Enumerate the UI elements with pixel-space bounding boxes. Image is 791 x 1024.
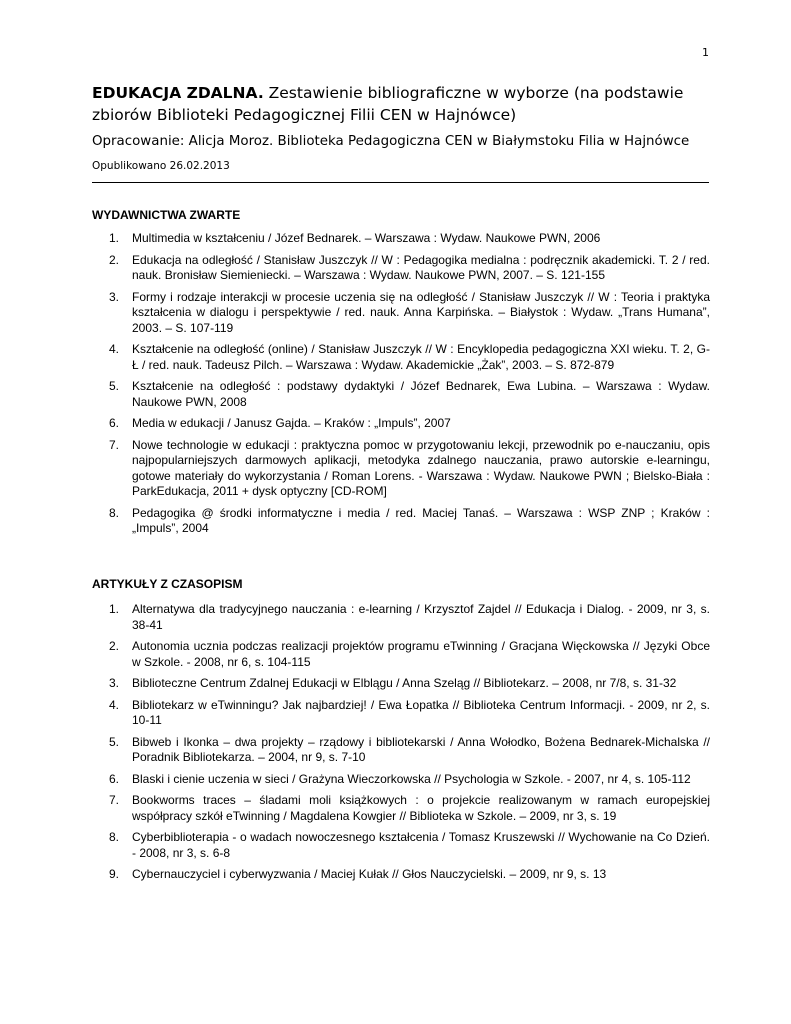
entry-number: 2. — [109, 639, 120, 653]
entry-number: 8. — [109, 830, 120, 844]
header-divider — [92, 182, 709, 183]
list-item — [109, 379, 710, 410]
list-item — [109, 253, 710, 284]
list-item — [109, 772, 710, 788]
list-item — [109, 416, 710, 432]
entry-text: Cyberbiblioterapia - o wadach nowoczesnego kształcenia / Tomasz Kruszewski // Wychowanie na Co Dzień. - 2008, nr 3, s. 6-8 — [132, 830, 710, 860]
entry-text: Media w edukacji / Janusz Gajda. – Kraków : „Impuls”, 2007 — [132, 416, 451, 430]
title-bold: EDUKACJA ZDALNA. — [92, 84, 264, 102]
title-rest: Zestawienie bibliograficzne w wyborze (na podstawie zbiorów Biblioteki Pedagogicznej Filii CEN w Hajnówce) — [92, 84, 684, 124]
entry-number: 1. — [109, 602, 120, 616]
entry-number: 9. — [109, 867, 120, 881]
entry-number: 4. — [109, 342, 120, 356]
entry-text: Alternatywa dla tradycyjnego nauczania : e-learning / Krzysztof Zajdel // Edukacja i Dialog. - 2009, nr 3, s. 38-41 — [132, 602, 710, 632]
entry-text: Bibweb i Ikonka – dwa projekty – rządowy i bibliotekarski / Anna Wołodko, Bożena Bednarek-Michalska // Poradnik Bibliotekarza. – 2004, nr 9, s. 7-10 — [132, 734, 710, 764]
entry-number: 5. — [109, 379, 120, 393]
entry-number: 1. — [109, 231, 120, 245]
list-item — [109, 290, 710, 337]
list-item — [109, 793, 710, 824]
list-item — [109, 639, 710, 670]
entry-number: 6. — [109, 416, 120, 430]
section-heading-articles: ARTYKUŁY Z CZASOPISM — [92, 577, 243, 591]
list-item — [109, 342, 710, 373]
entry-text: Multimedia w kształceniu / Józef Bednarek. – Warszawa : Wydaw. Naukowe PWN, 2006 — [132, 231, 601, 245]
list-item — [109, 506, 710, 537]
entry-text: Blaski i cienie uczenia w sieci / Grażyna Wieczorkowska // Psychologia w Szkole. - 2007, nr 4, s. 105-112 — [132, 771, 691, 786]
list-item — [109, 735, 710, 766]
entry-number: 4. — [109, 697, 120, 712]
entry-text: Bibliotekarz w eTwinningu? Jak najbardziej! / Ewa Łopatka // Biblioteka Centrum Informacji. - 2009, nr 2, s. 10-11 — [132, 697, 710, 727]
entry-number: 3. — [109, 676, 120, 690]
entry-text: Cybernauczyciel i cyberwyzwania / Maciej Kułak // Głos Nauczycielski. – 2009, nr 9, s. 13 — [132, 867, 607, 881]
entry-text: Pedagogika @ środki informatyczne i media / red. Maciej Tanaś. – Warszawa : WSP ZNP ; Kraków : „Impuls”, 2004 — [132, 505, 710, 535]
section-heading-books: WYDAWNICTWA ZWARTE — [92, 208, 241, 222]
books-list — [109, 231, 710, 543]
entry-text: Kształcenie na odległość (online) / Stanisław Juszczyk // W : Encyklopedia pedagogiczna XXI wieku. T. 2, G-Ł / red. nauk. Tadeusz Pilch. – Warszawa : Wydaw. Akademickie „Żak”, 2003. – S. 872-879 — [132, 342, 710, 372]
published-date: Opublikowano 26.02.2013 — [92, 160, 230, 172]
entry-text: Kształcenie na odległość : podstawy dydaktyki / Józef Bednarek, Ewa Lubina. – Warszawa : Wydaw. Naukowe PWN, 2008 — [132, 379, 710, 409]
page-number: 1 — [702, 46, 709, 59]
document-title — [92, 82, 712, 126]
entry-number: 5. — [109, 734, 120, 749]
list-item — [109, 602, 710, 633]
list-item — [109, 867, 710, 883]
list-item — [109, 830, 710, 861]
entry-number: 2. — [109, 252, 120, 267]
entry-number: 6. — [109, 771, 120, 786]
entry-number: 3. — [109, 289, 120, 304]
list-item — [109, 676, 710, 692]
articles-list — [109, 602, 710, 889]
list-item — [109, 698, 710, 729]
entry-text: Formy i rodzaje interakcji w procesie uczenia się na odległość / Stanisław Juszczyk // W : Teoria i praktyka kształcenia w dialogu i perspektywie / red. nauk. Anna Karpińska. – Białystok : Wydaw. „Trans Humana”, 2003. – S. 107-119 — [132, 289, 710, 335]
entry-number: 7. — [109, 793, 120, 807]
entry-text: Autonomia ucznia podczas realizacji projektów programu eTwinning / Gracjana Więckowska // Języki Obce w Szkole. - 2008, nr 6, s. 104-115 — [132, 639, 710, 669]
entry-text: Bookworms traces – śladami moli książkowych : o projekcie realizowanym w ramach europejskiej współpracy szkół eTwinning / Magdalena Kowgier // Biblioteka w Szkole. – 2009, nr 3, s. 19 — [132, 793, 710, 823]
entry-text: Nowe technologie w edukacji : praktyczna pomoc w przygotowaniu lekcji, przewodnik po e-nauczaniu, opis najpopularniejszych darmowych aplikacji, metodyka zdalnego nauczania, prawo autorskie e-learningu, gotowe materiały do wykorzystania / Roman Lorens. - Warszawa : Wydaw. Naukowe PWN ; Bielsko-Biała : ParkEdukacja, 2011 + dysk optyczny [CD-ROM] — [132, 437, 710, 498]
entry-number: 7. — [109, 437, 120, 452]
list-item — [109, 231, 710, 247]
entry-text: Biblioteczne Centrum Zdalnej Edukacji w Elblągu / Anna Szeląg // Bibliotekarz. – 2008, nr 7/8, s. 31-32 — [132, 676, 677, 690]
entry-text: Edukacja na odległość / Stanisław Juszczyk // W : Pedagogika medialna : podręcznik akademicki. T. 2 / red. nauk. Bronisław Siemieniecki. – Warszawa : Wydaw. Naukowe PWN, 2007. – S. 121-155 — [132, 252, 710, 282]
author-line: Opracowanie: Alicja Moroz. Biblioteka Pedagogiczna CEN w Białymstoku Filia w Hajnówce — [92, 134, 690, 149]
entry-number: 8. — [109, 505, 120, 520]
list-item — [109, 438, 710, 500]
